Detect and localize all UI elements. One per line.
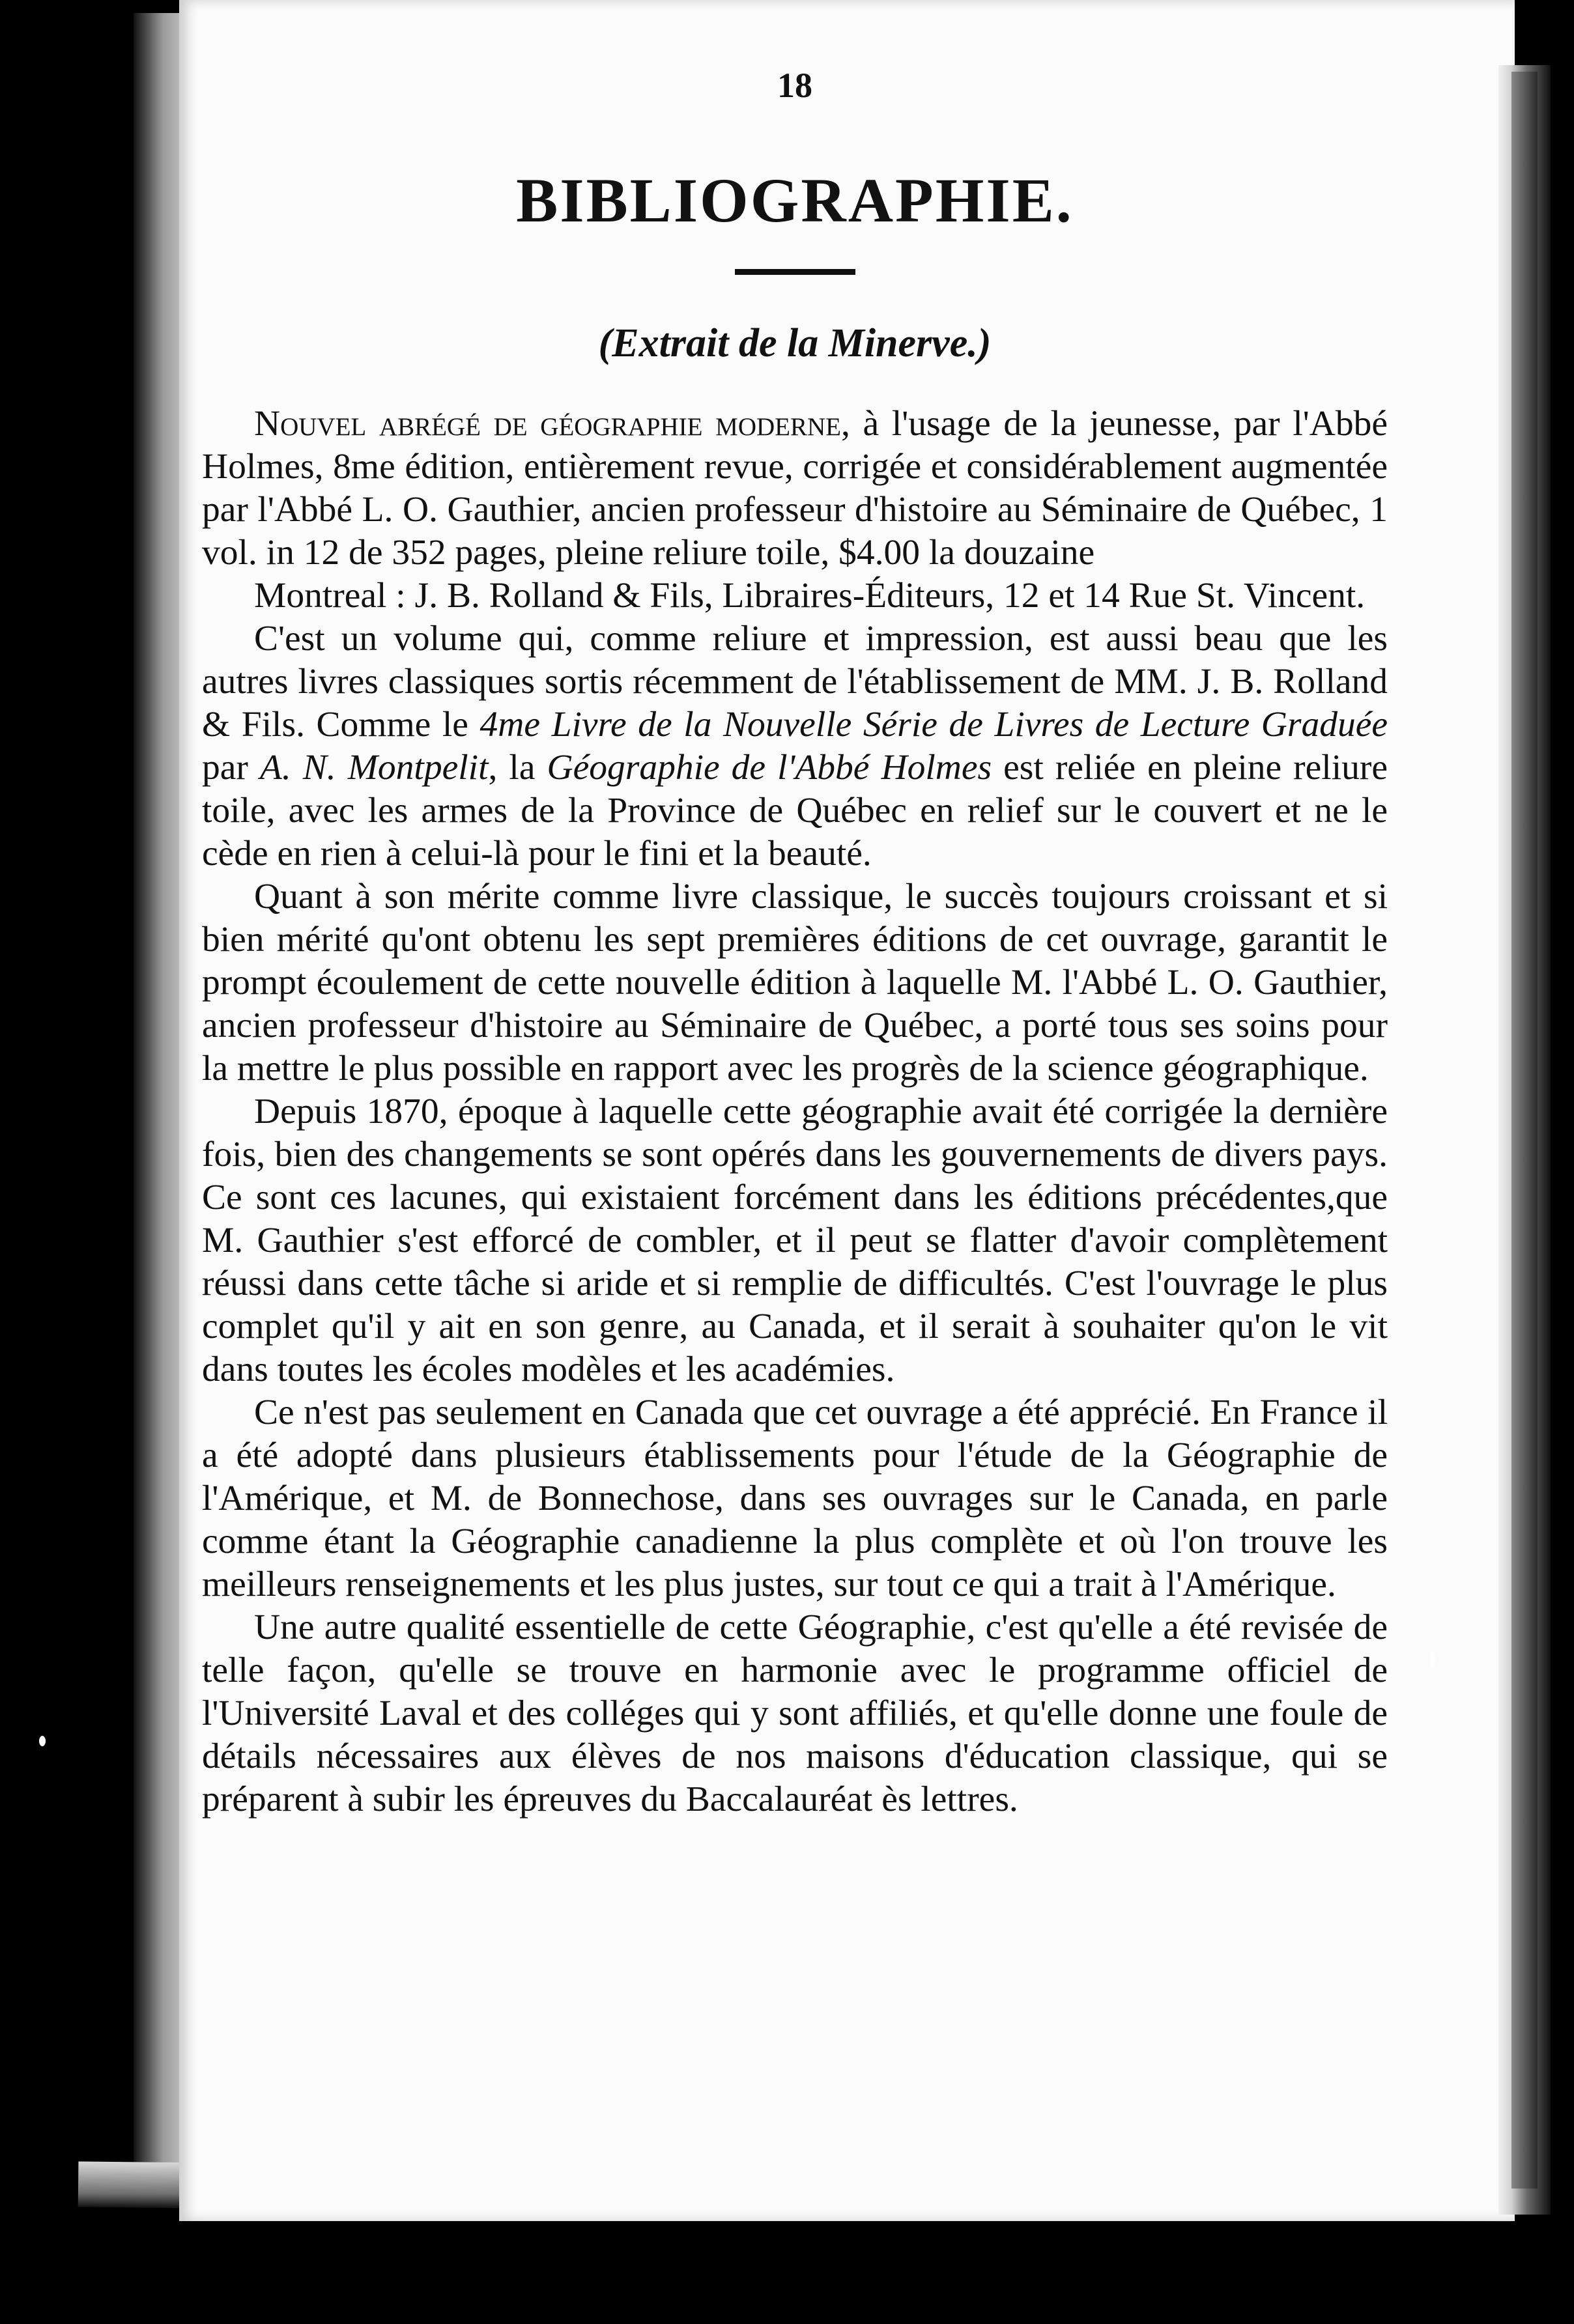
- paragraph-text: C'est un volume qui, comme reliure et impression, est aussi beau que les autres livres classiques sortis récemment de l'établissement de MM. J. B. Rolland & Fils. Comme le: [202, 619, 1388, 744]
- page-number: 18: [777, 66, 812, 105]
- quality-paragraph: Une autre qualité essentielle de cette Géographie, c'est qu'elle a été revisée de telle façon, qu'elle se trouve en harmonie avec le programme officiel de l'Université Laval et des colléges qui y sont affiliés, et qu'elle donne une foule de détails nécessaires aux élèves de nos maisons d'éducation classique, qui se préparent à subir les épreuves du Baccalauréat ès lettres.: [202, 1608, 1388, 1819]
- article-body: [202, 403, 1388, 1821]
- italic-author: A. N. Montpelit: [259, 748, 489, 787]
- paragraph-text: est reliée en pleine reliure toile, avec les armes de la Province de Québec en relief sur le couvert et ne le cède en rien à celui-là pour le fini et la beauté.: [202, 748, 1388, 873]
- page-content: [202, 65, 1388, 1821]
- france-paragraph: Ce n'est pas seulement en Canada que cet ouvrage a été apprécié. En France il a été adopté dans plusieurs établissements pour l'étude de la Géographie de l'Amérique, et M. de Bonnechose, dans ses ouvrages sur le Canada, en parle comme étant la Géographie canadienne la plus complète et où l'on trouve les meilleurs renseignements et les plus justes, sur tout ce qui a trait à l'Amérique.: [202, 1393, 1388, 1604]
- adjacent-page-edge: [1511, 72, 1538, 2189]
- paragraph-text: par: [202, 748, 260, 787]
- book-binding-edge: [134, 13, 182, 2195]
- italic-title: Géographie de l'Abbé Holmes: [547, 748, 992, 787]
- merit-paragraph: Quant à son mérite comme livre classique, le succès toujours croissant et si bien mérité qu'ont obtenu les sept premières éditions de cet ouvrage, garantit le prompt écoulement de cette nouvelle édition à laquelle M. l'Abbé L. O. Gauthier, ancien professeur d'histoire au Séminaire de Québec, a porté tous ses soins pour la mettre le plus possible en rapport avec les progrès de la science géographique.: [202, 877, 1388, 1088]
- book-title: Nouvel abrégé de géographie moderne: [254, 404, 841, 444]
- paragraph-text: , la: [488, 748, 547, 787]
- publisher-paragraph: Montreal : J. B. Rolland & Fils, Libraires-Éditeurs, 12 et 14 Rue St. Vincent.: [254, 576, 1366, 616]
- dust-speck: [1430, 1651, 1435, 1668]
- changes-paragraph: Depuis 1870, époque à laquelle cette géographie avait été corrigée la dernière fois, bien des changements se sont opérés dans les gouvernements de divers pays. Ce sont ces lacunes, qui existaient forcément dans les éditions précédentes,que M. Gauthier s'est efforcé de combler, et il peut se flatter d'avoir complètement réussi dans cette tâche si aride et si remplie de difficultés. C'est l'ouvrage le plus complet qu'il y ait en son genre, au Canada, et il serait à souhaiter qu'on le vit dans toutes les écoles modèles et les académies.: [202, 1092, 1388, 1389]
- page-heading: BIBLIOGRAPHIE.: [516, 165, 1074, 235]
- heading-rule: [735, 269, 855, 275]
- book-description: , à l'usage de la jeunesse, par l'Abbé Holmes, 8me édition, entièrement revue, corrigée et considérablement augmentée par l'Abbé L. O. Gauthier, ancien professeur d'histoire au Séminaire de Québec, 1 vol. in 12 de 352 pages, pleine reliure toile, $4.00 la douzaine: [202, 404, 1388, 573]
- binding-paragraph: [202, 617, 1388, 875]
- italic-title: 4me Livre de la Nouvelle Série de Livres de Lecture Graduée: [479, 705, 1388, 744]
- book-entry-paragraph: [202, 403, 1388, 574]
- source-note: (Extrait de la Minerve.): [598, 321, 992, 365]
- dust-speck: [39, 1736, 46, 1746]
